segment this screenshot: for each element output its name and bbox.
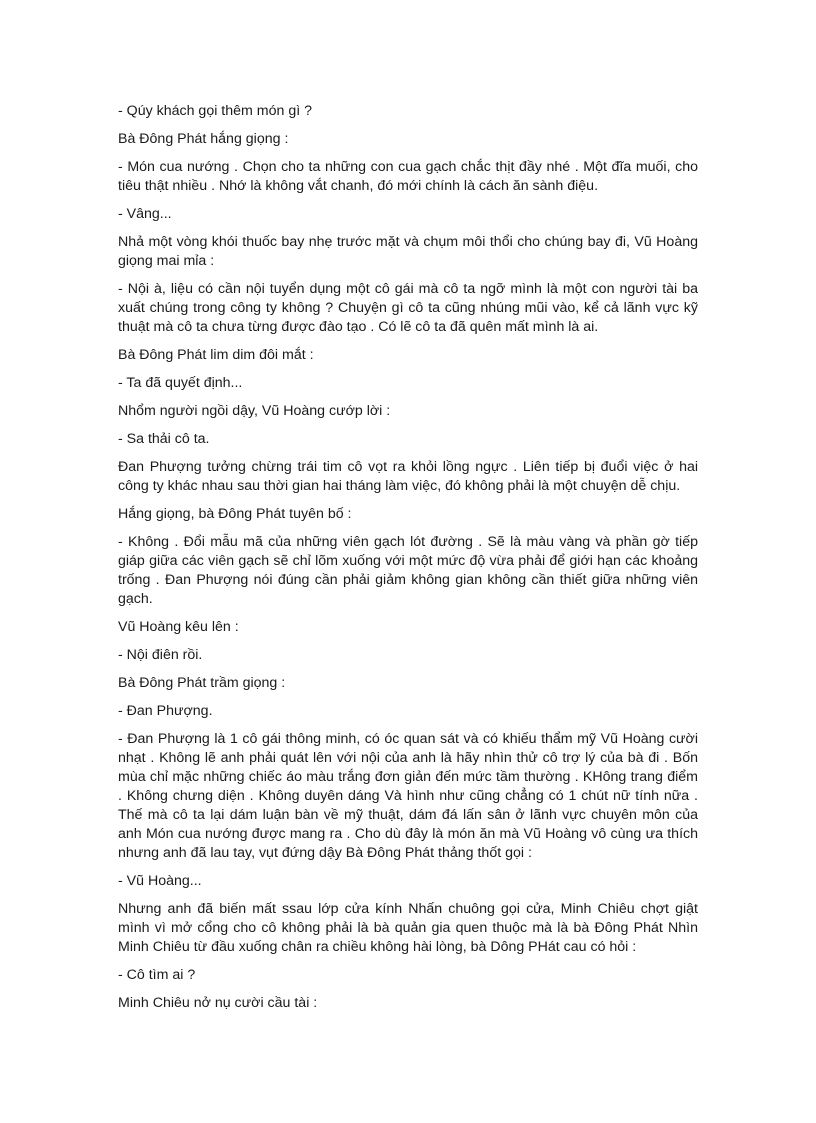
paragraph: - Nội điên rồi. <box>118 647 203 663</box>
paragraph: - Vâng... <box>118 206 172 222</box>
paragraph: - Nội à, liệu có cần nội tuyển dụng một cô gái mà cô ta ngỡ mình là một con người tài ba xuất chúng trong công ty không ? Chuyện gì cô ta cũng nhúng mũi vào, kể cả lãnh vực kỹ thuật mà cô ta chưa từng được đào tạo . Có lẽ cô ta đã quên mất mình là ai. <box>118 281 698 335</box>
paragraph: Nhả một vòng khói thuốc bay nhẹ trước mặt và chụm môi thổi cho chúng bay đi, Vũ Hoàng giọng mai mỉa : <box>118 234 698 269</box>
paragraph: - Đan Phượng. <box>118 703 213 719</box>
paragraph: - Ta đã quyết định... <box>118 375 243 391</box>
paragraph: Hắng giọng, bà Đông Phát tuyên bố : <box>118 506 352 522</box>
paragraph: Bà Đông Phát hắng giọng : <box>118 131 289 147</box>
paragraph: - Sa thải cô ta. <box>118 431 210 447</box>
paragraph: - Cô tìm ai ? <box>118 967 196 983</box>
paragraph: Minh Chiêu nở nụ cười cầu tài : <box>118 995 318 1011</box>
paragraph: Vũ Hoàng kêu lên : <box>118 619 239 635</box>
paragraph: Nhưng anh đã biến mất ssau lớp cửa kính Nhấn chuông gọi cửa, Minh Chiêu chợt giật mình vì mở cổng cho cô không phải là bà quản gia quen thuộc mà là bà Đông Phát Nhìn Minh Chiêu từ đầu xuống chân ra chiều không hài lòng, bà Dông PHát cau có hỏi : <box>118 901 698 955</box>
paragraph: - Qúy khách gọi thêm món gì ? <box>118 103 312 119</box>
paragraph: - Vũ Hoàng... <box>118 873 202 889</box>
paragraph: Đan Phượng tưởng chừng trái tim cô vọt ra khỏi lồng ngực . Liên tiếp bị đuổi việc ở hai công ty khác nhau sau thời gian hai tháng làm việc, đó không phải là một chuyện dễ chịu. <box>118 459 698 494</box>
paragraph: Nhổm người ngồi dậy, Vũ Hoàng cướp lời : <box>118 403 391 419</box>
paragraph: - Đan Phượng là 1 cô gái thông minh, có óc quan sát và có khiếu thẩm mỹ Vũ Hoàng cười nhạt . Không lẽ anh phải quát lên với nội của anh là hãy nhìn thử cô trợ lý của bà đi . Bốn mùa chỉ mặc những chiếc áo màu trắng đơn giản đến mức tầm thường . KHông trang điểm . Không chưng diện . Không duyên dáng Và hình như cũng chẳng có 1 chút nữ tính nữa . Thế mà cô ta lại dám luận bàn về mỹ thuật, dám đá lấn sân ở lãnh vực chuyên môn của anh Món cua nướng được mang ra . Cho dù đây là món ăn mà Vũ Hoàng vô cùng ưa thích nhưng anh đã lau tay, vụt đứng dậy Bà Đông Phát thảng thốt gọi : <box>118 731 698 861</box>
document-body <box>118 102 698 1022</box>
paragraph: Bà Đông Phát trầm giọng : <box>118 675 286 691</box>
paragraph: - Không . Đổi mẫu mã của những viên gạch lót đường . Sẽ là màu vàng và phần gờ tiếp giáp giữa các viên gạch sẽ chỉ lõm xuống với một mức độ vừa phải để giới hạn các khoảng trống . Đan Phượng nói đúng cần phải giảm không gian không cần thiết giữa những viên gạch. <box>118 534 698 607</box>
paragraph: Bà Đông Phát lim dim đôi mắt : <box>118 347 314 363</box>
paragraph: - Món cua nướng . Chọn cho ta những con cua gạch chắc thịt đầy nhé . Một đĩa muối, cho tiêu thật nhiều . Nhớ là không vắt chanh, đó mới chính là cách ăn sành điệu. <box>118 159 698 194</box>
